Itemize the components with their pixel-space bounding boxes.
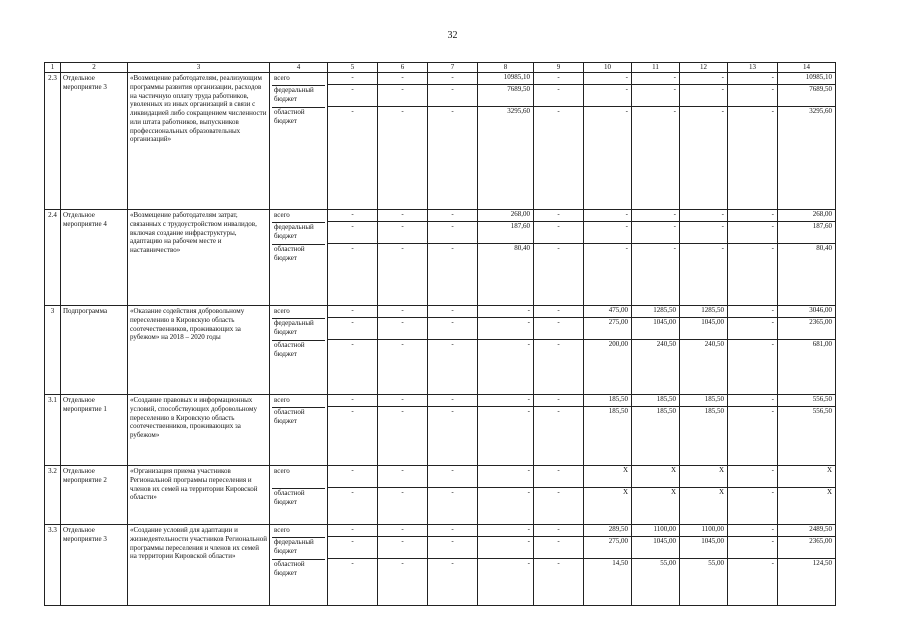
value-cell [584, 395, 632, 466]
value-entry: - [428, 395, 477, 407]
value-entry: 475,00 [584, 306, 631, 318]
value-entry: - [534, 466, 583, 488]
value-entry: - [771, 107, 774, 115]
value-entry: 3295,60 [507, 107, 530, 115]
measure-type: Отдельное мероприятие 3 [61, 525, 128, 606]
value-entry: - [478, 395, 533, 407]
funding-source-label: всего [272, 74, 325, 86]
value-cell [428, 395, 478, 466]
value-entry: - [351, 107, 354, 115]
value-entry: - [527, 488, 530, 496]
value-entry: - [428, 73, 477, 85]
value-cell [378, 73, 428, 210]
value-entry: - [428, 306, 477, 318]
funding-source-label: областной бюджет [274, 489, 305, 506]
value-entry: - [378, 73, 427, 85]
value-entry: - [557, 559, 560, 567]
value-entry: - [771, 244, 774, 252]
value-entry: 185,50 [656, 407, 676, 415]
value-entry: - [632, 222, 679, 244]
value-entry: - [378, 537, 427, 559]
value-entry: - [534, 85, 583, 107]
value-entry: - [378, 395, 427, 407]
value-entry: - [534, 222, 583, 244]
value-cell [328, 210, 378, 306]
row-number: 3.1 [45, 395, 61, 466]
value-entry: 275,00 [584, 537, 631, 559]
value-entry: X [680, 466, 727, 488]
value-entry: - [673, 244, 676, 252]
value-entry: - [728, 537, 777, 559]
value-entry: 185,50 [632, 395, 679, 407]
measure-description: «Создание условий для адаптации и жизнедеятельности участников Региональной программы переселения и членов их семей на территории Кировской области» [128, 525, 270, 606]
value-entry: 556,50 [778, 395, 835, 407]
measure-description: «Возмещение работодателям, реализующим программы развития организации, расходов на частичную оплату труда работников, уволенных из иных организаций в связи с ликвидацией либо сокращением численности или штата работников, выпускников профессиональных образовательных организаций» [128, 73, 270, 210]
value-entry: - [328, 537, 377, 559]
value-entry: X [826, 488, 832, 496]
value-cell [328, 395, 378, 466]
value-entry: 10985,10 [478, 73, 533, 85]
value-cell [378, 306, 428, 395]
row-number: 3.2 [45, 466, 61, 525]
value-cell [728, 466, 778, 525]
value-entry: - [401, 107, 404, 115]
value-entry: 55,00 [708, 559, 724, 567]
funding-sources [270, 395, 328, 466]
value-cell [584, 306, 632, 395]
value-entry: 7689,50 [478, 85, 533, 107]
value-entry: 1285,50 [680, 306, 727, 318]
value-cell [778, 395, 836, 466]
value-cell [778, 210, 836, 306]
value-entry: - [728, 222, 777, 244]
value-cell [778, 466, 836, 525]
col-header: 3 [128, 63, 270, 73]
value-entry: 1045,00 [680, 537, 727, 559]
value-entry: - [557, 488, 560, 496]
value-entry: 185,50 [608, 407, 628, 415]
value-entry: - [378, 525, 427, 537]
funding-source-label: федеральный бюджет [272, 538, 325, 560]
value-entry: - [401, 488, 404, 496]
col-header: 8 [478, 63, 534, 73]
value-cell [534, 306, 584, 395]
row-number: 3 [45, 306, 61, 395]
value-cell [328, 73, 378, 210]
col-header: 4 [270, 63, 328, 73]
page-number: 32 [447, 30, 458, 41]
funding-source-label: областной бюджет [274, 108, 305, 125]
value-entry: - [401, 407, 404, 415]
col-header: 10 [584, 63, 632, 73]
value-entry: 187,60 [778, 222, 835, 244]
value-entry: - [478, 306, 533, 318]
value-entry: - [680, 73, 727, 85]
value-cell [632, 210, 680, 306]
value-entry: - [728, 73, 777, 85]
value-entry: 240,50 [704, 340, 724, 348]
value-cell [632, 466, 680, 525]
funding-source-label: областной бюджет [274, 341, 305, 358]
value-cell [478, 210, 534, 306]
value-entry: - [557, 107, 560, 115]
value-entry: - [584, 222, 631, 244]
value-cell [478, 73, 534, 210]
value-cell [632, 306, 680, 395]
row-number: 2.3 [45, 73, 61, 210]
value-cell [728, 210, 778, 306]
value-entry: - [328, 318, 377, 340]
table-row [45, 395, 836, 466]
value-entry: - [721, 244, 724, 252]
value-entry: - [534, 318, 583, 340]
value-cell [378, 525, 428, 606]
col-header: 13 [728, 63, 778, 73]
funding-source-label: всего [272, 467, 325, 489]
value-entry: - [401, 244, 404, 252]
value-entry: 185,50 [584, 395, 631, 407]
value-entry: - [771, 559, 774, 567]
value-entry: - [451, 107, 454, 115]
value-entry: - [625, 107, 628, 115]
value-entry: X [670, 488, 676, 496]
row-number: 2.4 [45, 210, 61, 306]
value-entry: - [378, 222, 427, 244]
value-cell [428, 210, 478, 306]
measure-type: Подпрограмма [61, 306, 128, 395]
measure-description: «Возмещение работодателям затрат, связанных с трудоустройством инвалидов, включая создание инфраструктуры, адаптацию на рабочем месте и наставничество» [128, 210, 270, 306]
value-cell [680, 73, 728, 210]
value-cell [328, 466, 378, 525]
funding-source-label: областной бюджет [274, 560, 305, 577]
value-entry: - [728, 210, 777, 222]
value-entry: - [351, 559, 354, 567]
value-entry: - [534, 525, 583, 537]
value-entry: - [557, 340, 560, 348]
value-entry: - [328, 306, 377, 318]
value-cell [378, 466, 428, 525]
funding-source-label: федеральный бюджет [272, 319, 325, 341]
measure-type: Отдельное мероприятие 1 [61, 395, 128, 466]
value-entry: X [718, 488, 724, 496]
value-entry: 289,50 [584, 525, 631, 537]
value-cell [680, 525, 728, 606]
value-entry: 268,00 [478, 210, 533, 222]
value-entry: - [378, 85, 427, 107]
value-entry: X [632, 466, 679, 488]
col-header: 1 [45, 63, 61, 73]
value-cell [478, 306, 534, 395]
value-entry: - [728, 525, 777, 537]
value-entry: - [584, 210, 631, 222]
value-entry: - [328, 525, 377, 537]
value-entry: - [328, 73, 377, 85]
funding-sources [270, 306, 328, 395]
value-cell [378, 210, 428, 306]
value-entry: - [534, 306, 583, 318]
value-entry: - [771, 488, 774, 496]
value-entry: - [428, 466, 477, 488]
value-entry: 2365,00 [778, 318, 835, 340]
value-entry: - [328, 210, 377, 222]
value-entry: 1100,00 [680, 525, 727, 537]
funding-sources [270, 210, 328, 306]
value-entry: - [584, 85, 631, 107]
value-cell [428, 525, 478, 606]
value-cell [478, 395, 534, 466]
value-entry: X [778, 466, 835, 488]
value-entry: 275,00 [584, 318, 631, 340]
value-cell [632, 73, 680, 210]
value-entry: X [622, 488, 628, 496]
value-entry: - [728, 318, 777, 340]
value-cell [632, 395, 680, 466]
col-header: 6 [378, 63, 428, 73]
value-cell [328, 525, 378, 606]
value-entry: 1285,50 [632, 306, 679, 318]
value-entry: - [351, 340, 354, 348]
value-entry: - [632, 85, 679, 107]
measure-type: Отдельное мероприятие 4 [61, 210, 128, 306]
value-cell [778, 73, 836, 210]
value-cell [478, 525, 534, 606]
value-cell [428, 73, 478, 210]
value-cell [478, 466, 534, 525]
funding-source-label: всего [272, 526, 325, 538]
col-header: 9 [534, 63, 584, 73]
funding-table [44, 62, 836, 606]
value-entry: 681,00 [812, 340, 832, 348]
funding-sources [270, 466, 328, 525]
value-entry: - [351, 488, 354, 496]
value-entry: - [680, 222, 727, 244]
value-entry: - [632, 73, 679, 85]
value-cell [428, 306, 478, 395]
col-header: 11 [632, 63, 680, 73]
col-header: 12 [680, 63, 728, 73]
measure-type: Отдельное мероприятие 3 [61, 73, 128, 210]
value-cell [328, 306, 378, 395]
value-entry: 1045,00 [632, 537, 679, 559]
funding-source-label: областной бюджет [274, 245, 305, 262]
funding-source-label: федеральный бюджет [272, 86, 325, 108]
value-entry: - [673, 107, 676, 115]
value-entry: - [328, 85, 377, 107]
value-cell [428, 466, 478, 525]
value-entry: X [584, 466, 631, 488]
value-entry: 187,60 [478, 222, 533, 244]
value-entry: - [478, 537, 533, 559]
value-entry: - [625, 244, 628, 252]
value-entry: - [721, 107, 724, 115]
value-entry: - [534, 210, 583, 222]
value-entry: 10985,10 [778, 73, 835, 85]
value-entry: - [328, 466, 377, 488]
value-cell [534, 466, 584, 525]
value-entry: - [351, 407, 354, 415]
value-cell [728, 306, 778, 395]
value-entry: 2365,00 [778, 537, 835, 559]
value-entry: - [728, 395, 777, 407]
value-cell [378, 395, 428, 466]
value-entry: - [378, 318, 427, 340]
table-row [45, 306, 836, 395]
value-entry: - [527, 340, 530, 348]
value-cell [778, 306, 836, 395]
value-entry: - [401, 340, 404, 348]
value-entry: - [451, 488, 454, 496]
value-entry: - [351, 244, 354, 252]
value-entry: - [478, 318, 533, 340]
value-cell [680, 306, 728, 395]
value-entry: - [451, 244, 454, 252]
table-row [45, 466, 836, 525]
value-entry: - [478, 466, 533, 488]
value-entry: 14,50 [612, 559, 628, 567]
value-entry: - [527, 407, 530, 415]
value-cell [680, 210, 728, 306]
funding-sources [270, 73, 328, 210]
funding-source-label: всего [272, 307, 325, 319]
value-cell [778, 525, 836, 606]
funding-source-label: всего [272, 396, 325, 408]
value-entry: 80,40 [816, 244, 832, 252]
value-entry: 185,50 [704, 407, 724, 415]
value-entry: - [728, 85, 777, 107]
value-entry: - [401, 559, 404, 567]
value-entry: - [557, 407, 560, 415]
value-entry: - [428, 537, 477, 559]
funding-sources [270, 525, 328, 606]
value-entry: 240,50 [656, 340, 676, 348]
measure-type: Отдельное мероприятие 2 [61, 466, 128, 525]
table-row [45, 210, 836, 306]
table-row [45, 73, 836, 210]
value-entry: - [557, 244, 560, 252]
col-header: 14 [778, 63, 836, 73]
value-entry: 3046,00 [778, 306, 835, 318]
value-entry: - [527, 559, 530, 567]
value-entry: - [632, 210, 679, 222]
measure-description: «Оказание содействия добровольному переселению в Кировскую область соотечественников, проживающих за рубежом» на 2018 – 2020 годы [128, 306, 270, 395]
value-cell [680, 466, 728, 525]
value-entry: 3295,60 [809, 107, 832, 115]
value-entry: - [328, 395, 377, 407]
value-entry: - [451, 340, 454, 348]
value-entry: - [428, 525, 477, 537]
value-cell [584, 466, 632, 525]
value-cell [584, 525, 632, 606]
col-header: 5 [328, 63, 378, 73]
value-entry: - [680, 85, 727, 107]
value-entry: - [451, 559, 454, 567]
value-entry: 124,50 [812, 559, 832, 567]
value-entry: - [428, 222, 477, 244]
value-entry: - [428, 318, 477, 340]
col-header: 7 [428, 63, 478, 73]
value-cell [584, 210, 632, 306]
value-entry: - [771, 407, 774, 415]
value-entry: - [728, 466, 777, 488]
value-entry: - [534, 395, 583, 407]
value-entry: 185,50 [680, 395, 727, 407]
value-entry: - [478, 525, 533, 537]
value-entry: - [728, 306, 777, 318]
funding-source-label: областной бюджет [274, 408, 305, 425]
value-entry: - [378, 466, 427, 488]
value-entry: - [378, 210, 427, 222]
row-number: 3.3 [45, 525, 61, 606]
value-cell [534, 73, 584, 210]
value-entry: - [328, 222, 377, 244]
value-cell [534, 395, 584, 466]
value-cell [584, 73, 632, 210]
value-entry: - [771, 340, 774, 348]
value-cell [728, 525, 778, 606]
measure-description: «Организация приема участников Региональной программы переселения и членов их семей на территории Кировской области» [128, 466, 270, 525]
funding-source-label: федеральный бюджет [272, 223, 325, 245]
value-entry: - [534, 73, 583, 85]
value-entry: - [451, 407, 454, 415]
value-cell [534, 210, 584, 306]
measure-description: «Создание правовых и информационных условий, способствующих добровольному переселению в Кировскую область соотечественников, проживающих за рубежом» [128, 395, 270, 466]
funding-source-label: всего [272, 211, 325, 223]
value-entry: - [584, 73, 631, 85]
value-entry: 2489,50 [778, 525, 835, 537]
value-entry: - [534, 537, 583, 559]
table-row [45, 525, 836, 606]
value-entry: 200,00 [608, 340, 628, 348]
value-entry: - [680, 210, 727, 222]
value-cell [534, 525, 584, 606]
column-number-row [45, 63, 836, 73]
value-entry: 80,40 [514, 244, 530, 252]
value-entry: 268,00 [778, 210, 835, 222]
value-entry: 1045,00 [680, 318, 727, 340]
value-entry: - [428, 210, 477, 222]
value-cell [728, 395, 778, 466]
value-entry: - [428, 85, 477, 107]
col-header: 2 [61, 63, 128, 73]
value-cell [728, 73, 778, 210]
value-entry: 55,00 [660, 559, 676, 567]
value-entry: 556,50 [812, 407, 832, 415]
value-entry: 1100,00 [632, 525, 679, 537]
value-cell [632, 525, 680, 606]
value-entry: - [378, 306, 427, 318]
value-cell [680, 395, 728, 466]
value-entry: 1045,00 [632, 318, 679, 340]
value-entry: 7689,50 [778, 85, 835, 107]
